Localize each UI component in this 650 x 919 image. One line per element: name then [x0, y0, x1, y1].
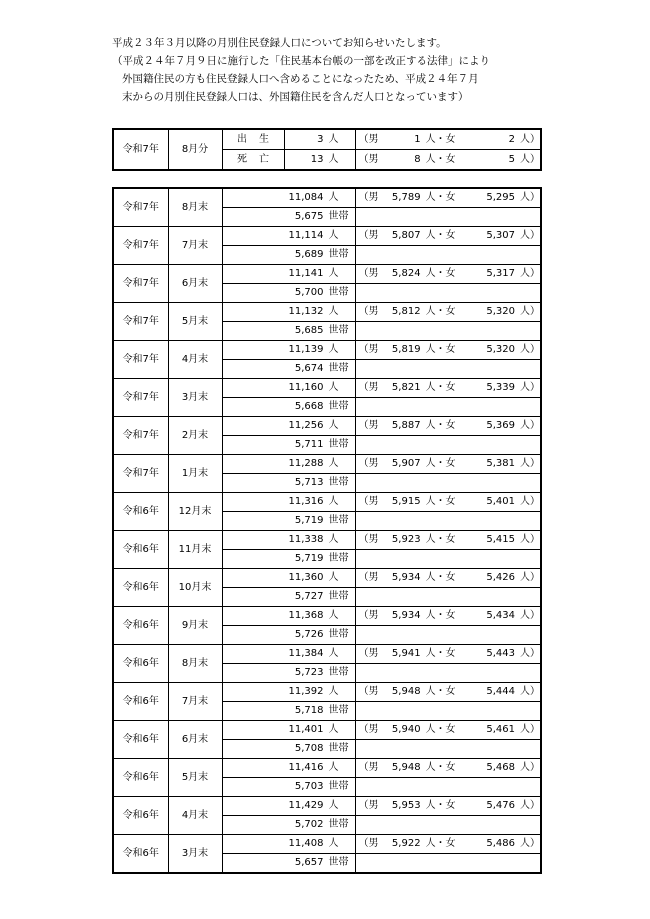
intro-text — [112, 34, 632, 106]
month-cell: 5月末 — [168, 303, 222, 341]
summary-month: 8月分 — [168, 129, 222, 170]
gender-breakdown-cell: （男 5,824 人・女 5,317 人） — [355, 265, 541, 284]
gender-breakdown-cell: （男 5,934 人・女 5,434 人） — [355, 607, 541, 626]
population-cell: 11,256 人 — [222, 417, 355, 436]
table-row — [113, 493, 541, 512]
households-cell: 5,668 世帯 — [222, 398, 355, 417]
empty-cell — [355, 360, 541, 379]
gender-breakdown-cell: （男 5,812 人・女 5,320 人） — [355, 303, 541, 322]
empty-cell — [355, 588, 541, 607]
households-cell: 5,708 世帯 — [222, 740, 355, 759]
era-cell: 令和6年 — [113, 683, 168, 721]
empty-cell — [355, 626, 541, 645]
table-row — [113, 835, 541, 854]
households-cell: 5,685 世帯 — [222, 322, 355, 341]
table-row — [113, 455, 541, 474]
table-row — [113, 227, 541, 246]
month-cell: 2月末 — [168, 417, 222, 455]
era-cell: 令和6年 — [113, 797, 168, 835]
population-cell: 11,408 人 — [222, 835, 355, 854]
empty-cell — [355, 474, 541, 493]
empty-cell — [355, 664, 541, 683]
empty-cell — [355, 550, 541, 569]
empty-cell — [355, 816, 541, 835]
era-cell: 令和7年 — [113, 265, 168, 303]
table-row — [113, 607, 541, 626]
era-cell: 令和6年 — [113, 835, 168, 874]
table-row — [113, 303, 541, 322]
births-deaths-table — [112, 128, 542, 171]
month-cell: 9月末 — [168, 607, 222, 645]
intro-line: 外国籍住民の方も住民登録人口へ含めることになったため、平成２４年７月 — [122, 73, 479, 85]
population-cell: 11,084 人 — [222, 188, 355, 208]
population-cell: 11,114 人 — [222, 227, 355, 246]
gender-breakdown-cell: （男 5,915 人・女 5,401 人） — [355, 493, 541, 512]
gender-breakdown-cell: （男 5,923 人・女 5,415 人） — [355, 531, 541, 550]
era-cell: 令和6年 — [113, 607, 168, 645]
gender-breakdown-cell: （男 5,789 人・女 5,295 人） — [355, 188, 541, 208]
households-cell: 5,719 世帯 — [222, 550, 355, 569]
empty-cell — [355, 322, 541, 341]
population-cell: 11,392 人 — [222, 683, 355, 702]
month-cell: 4月末 — [168, 797, 222, 835]
intro-line: （平成２４年７月９日に施行した「住民基本台帳の一部を改正する法律」により — [112, 55, 490, 67]
era-cell: 令和7年 — [113, 379, 168, 417]
population-cell: 11,384 人 — [222, 645, 355, 664]
month-cell: 1月末 — [168, 455, 222, 493]
intro-line: 末からの月別住民登録人口は、外国籍住民を含んだ人口となっています） — [122, 91, 469, 103]
gender-breakdown-cell: （男 5,807 人・女 5,307 人） — [355, 227, 541, 246]
households-cell: 5,726 世帯 — [222, 626, 355, 645]
deaths-count: 13 人 — [284, 150, 355, 171]
summary-row-births — [113, 129, 541, 150]
births-label: 出生 — [222, 129, 284, 150]
era-cell: 令和6年 — [113, 569, 168, 607]
month-cell: 5月末 — [168, 759, 222, 797]
deaths-label: 死亡 — [222, 150, 284, 171]
empty-cell — [355, 398, 541, 417]
table-row — [113, 759, 541, 778]
table-row — [113, 417, 541, 436]
population-cell: 11,368 人 — [222, 607, 355, 626]
era-cell: 令和6年 — [113, 493, 168, 531]
era-cell: 令和7年 — [113, 303, 168, 341]
era-cell: 令和6年 — [113, 645, 168, 683]
population-cell: 11,401 人 — [222, 721, 355, 740]
era-cell: 令和6年 — [113, 721, 168, 759]
month-cell: 6月末 — [168, 721, 222, 759]
households-cell: 5,674 世帯 — [222, 360, 355, 379]
births-breakdown: （男 1 人・女 2 人） — [355, 129, 541, 150]
gender-breakdown-cell: （男 5,922 人・女 5,486 人） — [355, 835, 541, 854]
households-cell: 5,675 世帯 — [222, 208, 355, 227]
population-cell: 11,141 人 — [222, 265, 355, 284]
empty-cell — [355, 778, 541, 797]
table-row — [113, 645, 541, 664]
population-cell: 11,338 人 — [222, 531, 355, 550]
month-cell: 8月末 — [168, 645, 222, 683]
era-cell: 令和6年 — [113, 531, 168, 569]
gender-breakdown-cell: （男 5,934 人・女 5,426 人） — [355, 569, 541, 588]
month-cell: 12月末 — [168, 493, 222, 531]
households-cell: 5,718 世帯 — [222, 702, 355, 721]
households-cell: 5,727 世帯 — [222, 588, 355, 607]
intro-line: 平成２３年３月以降の月別住民登録人口についてお知らせいたします。 — [112, 37, 447, 49]
births-count: 3 人 — [284, 129, 355, 150]
table-row — [113, 265, 541, 284]
households-cell: 5,723 世帯 — [222, 664, 355, 683]
population-cell: 11,132 人 — [222, 303, 355, 322]
table-row — [113, 797, 541, 816]
month-cell: 11月末 — [168, 531, 222, 569]
month-cell: 3月末 — [168, 835, 222, 874]
month-cell: 6月末 — [168, 265, 222, 303]
month-cell: 8月末 — [168, 188, 222, 227]
deaths-breakdown: （男 8 人・女 5 人） — [355, 150, 541, 171]
table-row — [113, 569, 541, 588]
gender-breakdown-cell: （男 5,819 人・女 5,320 人） — [355, 341, 541, 360]
households-cell: 5,702 世帯 — [222, 816, 355, 835]
households-cell: 5,700 世帯 — [222, 284, 355, 303]
empty-cell — [355, 512, 541, 531]
table-row — [113, 683, 541, 702]
table-row — [113, 721, 541, 740]
empty-cell — [355, 284, 541, 303]
households-cell: 5,689 世帯 — [222, 246, 355, 265]
gender-breakdown-cell: （男 5,907 人・女 5,381 人） — [355, 455, 541, 474]
month-cell: 3月末 — [168, 379, 222, 417]
households-cell: 5,713 世帯 — [222, 474, 355, 493]
empty-cell — [355, 854, 541, 874]
gender-breakdown-cell: （男 5,940 人・女 5,461 人） — [355, 721, 541, 740]
summary-era: 令和7年 — [113, 129, 168, 170]
era-cell: 令和7年 — [113, 227, 168, 265]
households-cell: 5,657 世帯 — [222, 854, 355, 874]
population-cell: 11,360 人 — [222, 569, 355, 588]
table-row — [113, 379, 541, 398]
gender-breakdown-cell: （男 5,941 人・女 5,443 人） — [355, 645, 541, 664]
population-cell: 11,416 人 — [222, 759, 355, 778]
households-cell: 5,703 世帯 — [222, 778, 355, 797]
month-cell: 7月末 — [168, 227, 222, 265]
era-cell: 令和7年 — [113, 455, 168, 493]
households-cell: 5,711 世帯 — [222, 436, 355, 455]
era-cell: 令和7年 — [113, 417, 168, 455]
population-cell: 11,429 人 — [222, 797, 355, 816]
empty-cell — [355, 740, 541, 759]
population-cell: 11,316 人 — [222, 493, 355, 512]
empty-cell — [355, 702, 541, 721]
gender-breakdown-cell: （男 5,887 人・女 5,369 人） — [355, 417, 541, 436]
table-row — [113, 188, 541, 208]
month-cell: 7月末 — [168, 683, 222, 721]
month-cell: 10月末 — [168, 569, 222, 607]
gender-breakdown-cell: （男 5,953 人・女 5,476 人） — [355, 797, 541, 816]
population-cell: 11,139 人 — [222, 341, 355, 360]
population-cell: 11,288 人 — [222, 455, 355, 474]
empty-cell — [355, 208, 541, 227]
empty-cell — [355, 246, 541, 265]
monthly-population-table — [112, 187, 542, 874]
empty-cell — [355, 436, 541, 455]
gender-breakdown-cell: （男 5,821 人・女 5,339 人） — [355, 379, 541, 398]
population-cell: 11,160 人 — [222, 379, 355, 398]
era-cell: 令和7年 — [113, 341, 168, 379]
table-row — [113, 531, 541, 550]
era-cell: 令和7年 — [113, 188, 168, 227]
households-cell: 5,719 世帯 — [222, 512, 355, 531]
gender-breakdown-cell: （男 5,948 人・女 5,444 人） — [355, 683, 541, 702]
month-cell: 4月末 — [168, 341, 222, 379]
table-row — [113, 341, 541, 360]
gender-breakdown-cell: （男 5,948 人・女 5,468 人） — [355, 759, 541, 778]
era-cell: 令和6年 — [113, 759, 168, 797]
